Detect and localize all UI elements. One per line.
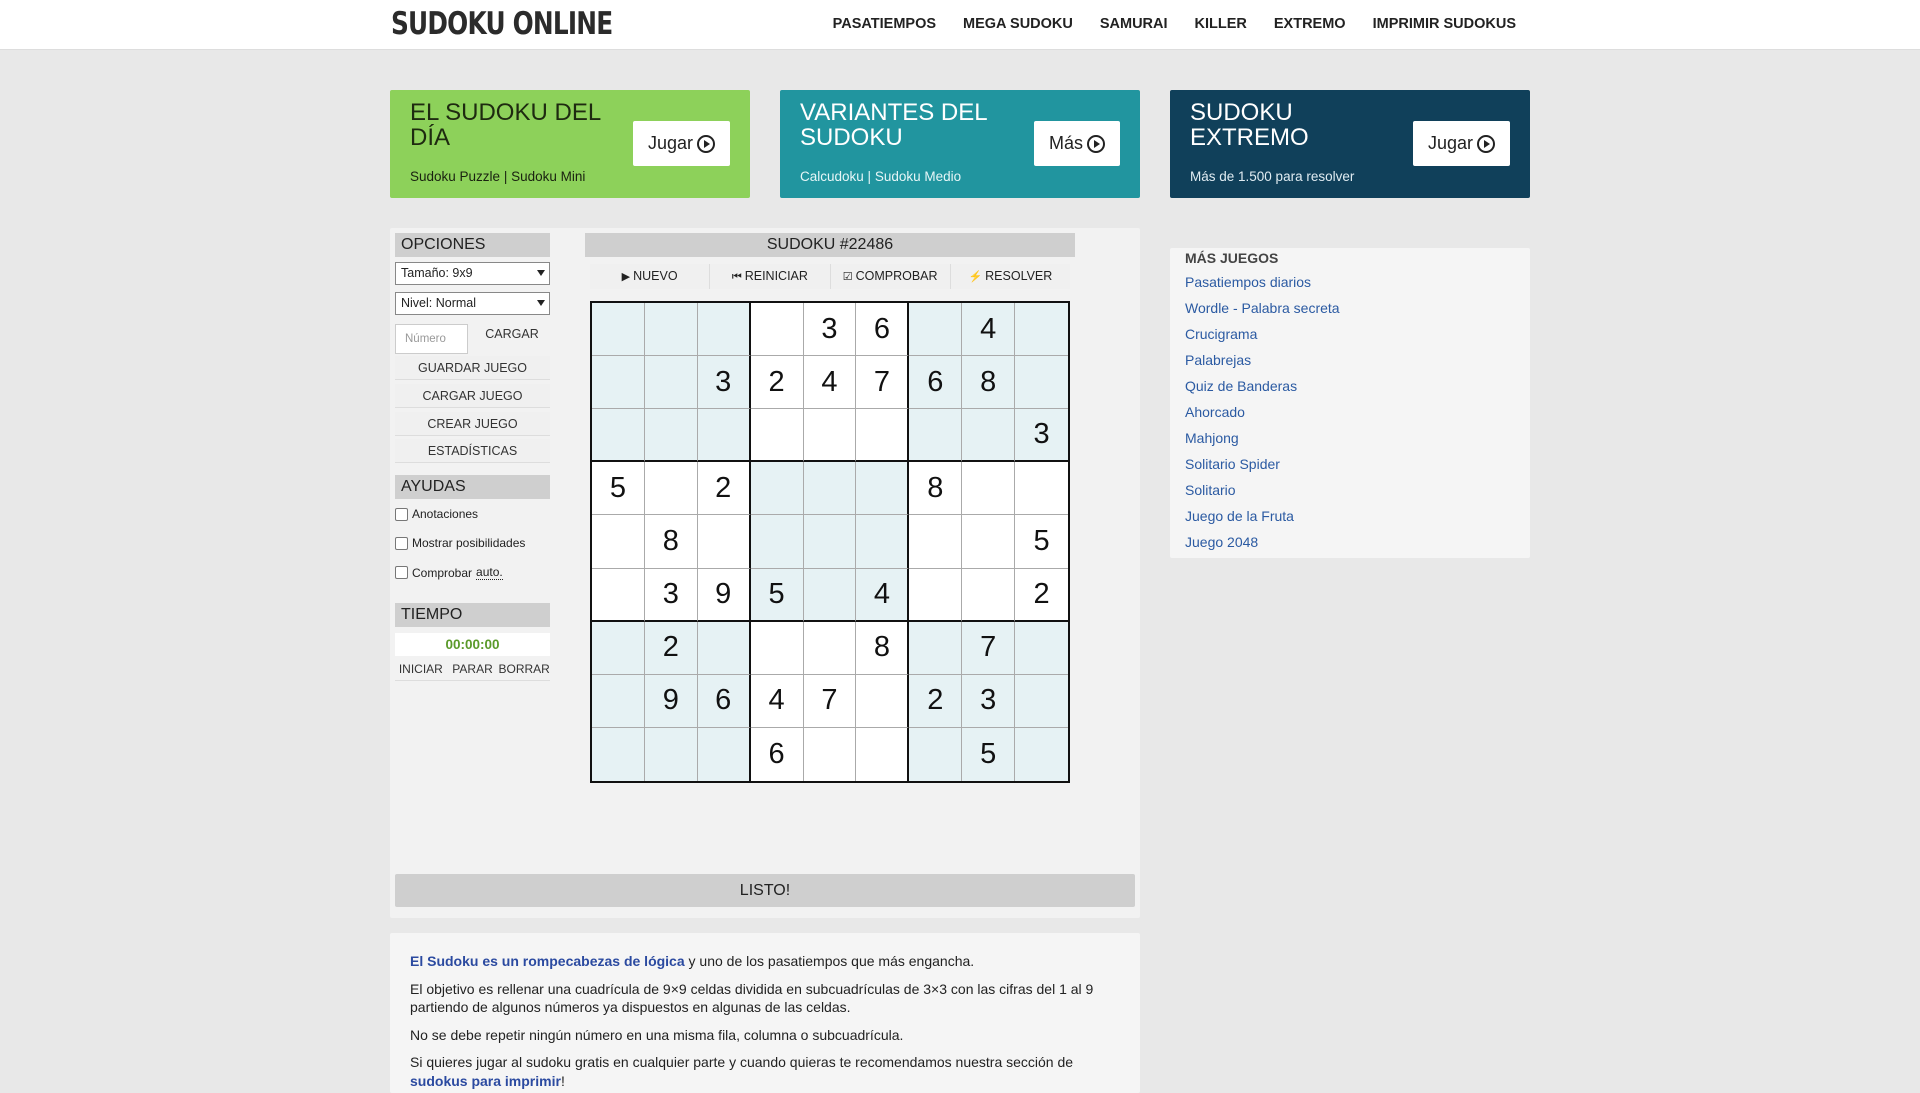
solve-button[interactable]: [951, 264, 1070, 289]
sudoku-cell[interactable]: [592, 728, 645, 781]
sudoku-cell[interactable]: [962, 462, 1015, 515]
size-select-value: Tamaño: 9x9: [401, 266, 473, 280]
show-possibilities-label: Mostrar posibilidades: [412, 536, 526, 550]
sudoku-cell[interactable]: [645, 356, 698, 409]
play-circle-icon: [1087, 135, 1105, 153]
sudoku-cell[interactable]: 4: [856, 569, 909, 622]
auto-check-checkbox[interactable]: [395, 566, 408, 579]
sudoku-cell[interactable]: [856, 675, 909, 728]
sudoku-cell[interactable]: 8: [856, 622, 909, 675]
top-bar: [0, 0, 1920, 50]
link-solitario-spider[interactable]: Solitario Spider: [1185, 456, 1280, 472]
timer-controls: [395, 657, 550, 681]
size-select[interactable]: [395, 262, 550, 285]
create-game-button[interactable]: CREAR JUEGO: [395, 412, 550, 436]
sudoku-cell[interactable]: 6: [909, 356, 962, 409]
sudoku-cell[interactable]: [698, 728, 751, 781]
sudoku-cell[interactable]: [909, 303, 962, 356]
sudoku-cell[interactable]: [1015, 675, 1068, 728]
sudoku-cell[interactable]: 3: [1015, 409, 1068, 462]
sudoku-cell[interactable]: [804, 462, 857, 515]
more-games-panel: [1170, 248, 1530, 558]
play-extreme-button[interactable]: [1413, 121, 1510, 166]
sudoku-cell[interactable]: [1015, 728, 1068, 781]
sudoku-cell[interactable]: 3: [698, 356, 751, 409]
annotations-option[interactable]: [395, 507, 478, 521]
sudoku-cell[interactable]: [645, 303, 698, 356]
sudoku-cell[interactable]: [751, 515, 804, 568]
sudoku-cell[interactable]: [804, 622, 857, 675]
sudoku-cell[interactable]: 6: [751, 728, 804, 781]
sudoku-cell[interactable]: [1015, 356, 1068, 409]
options-heading: OPCIONES: [395, 233, 550, 257]
game-toolbar: [590, 264, 1070, 289]
play-icon: ▶: [621, 271, 631, 283]
sudoku-cell[interactable]: 7: [856, 356, 909, 409]
sudoku-cell[interactable]: 2: [698, 462, 751, 515]
sudoku-cell[interactable]: [909, 515, 962, 568]
check-button[interactable]: [831, 264, 951, 289]
info-paragraph-3: No se debe repetir ningún número en una misma fila, columna o subcuadrícula.: [410, 1026, 904, 1043]
sudoku-cell[interactable]: 9: [698, 569, 751, 622]
sudoku-cell[interactable]: [804, 409, 857, 462]
info-section: [390, 933, 1140, 1093]
time-heading: TIEMPO: [395, 603, 550, 627]
sudoku-cell[interactable]: 5: [962, 728, 1015, 781]
sudoku-cell[interactable]: [698, 515, 751, 568]
promo-title: VARIANTES DEL SUDOKU: [800, 99, 987, 151]
restart-button[interactable]: [710, 264, 830, 289]
sudoku-cell[interactable]: 2: [1015, 569, 1068, 622]
chevron-down-icon: [537, 300, 545, 306]
load-game-button[interactable]: CARGAR JUEGO: [395, 384, 550, 408]
new-game-button[interactable]: [590, 264, 710, 289]
sudoku-cell[interactable]: 9: [645, 675, 698, 728]
sudoku-cell[interactable]: [856, 462, 909, 515]
sudoku-cell[interactable]: [751, 409, 804, 462]
sudoku-cell[interactable]: 8: [909, 462, 962, 515]
sudoku-cell[interactable]: 4: [962, 303, 1015, 356]
play-circle-icon: [697, 135, 715, 153]
sudoku-cell[interactable]: [592, 409, 645, 462]
sudoku-cell[interactable]: 5: [751, 569, 804, 622]
check-label: COMPROBAR: [855, 269, 938, 283]
promo-links: Calcudoku | Sudoku Medio: [800, 169, 962, 184]
link-sudoku-puzzle[interactable]: Sudoku Puzzle: [410, 169, 501, 184]
number-input[interactable]: Número: [395, 324, 468, 354]
promo-title: SUDOKU EXTREMO: [1190, 99, 1309, 151]
sudoku-cell[interactable]: [698, 622, 751, 675]
sudoku-cell[interactable]: [1015, 622, 1068, 675]
sudoku-cell[interactable]: 5: [592, 462, 645, 515]
link-sudoku-mini[interactable]: Sudoku Mini: [511, 169, 586, 184]
show-possibilities-checkbox[interactable]: [395, 537, 408, 550]
more-variants-button[interactable]: [1034, 121, 1120, 166]
sudoku-cell[interactable]: 7: [804, 675, 857, 728]
show-possibilities-option[interactable]: [395, 536, 525, 550]
sudoku-cell[interactable]: 2: [909, 675, 962, 728]
stop-timer-button[interactable]: PARAR: [447, 657, 499, 681]
sudoku-cell[interactable]: [645, 462, 698, 515]
button-label: Jugar: [1427, 133, 1473, 153]
sudoku-cell[interactable]: 6: [856, 303, 909, 356]
sudoku-cell[interactable]: 3: [804, 303, 857, 356]
sudoku-cell[interactable]: [698, 409, 751, 462]
sudoku-cell[interactable]: [804, 515, 857, 568]
sudoku-cell[interactable]: [909, 622, 962, 675]
logic-puzzle-link[interactable]: El Sudoku es un rompecabezas de lógica: [410, 953, 685, 969]
nav-extremo[interactable]: EXTREMO: [1273, 16, 1346, 32]
sudoku-cell[interactable]: [909, 728, 962, 781]
auto-check-label: Comprobar: [412, 565, 473, 580]
sudoku-cell[interactable]: [592, 569, 645, 622]
sudoku-cell[interactable]: [751, 462, 804, 515]
annotations-checkbox[interactable]: [395, 508, 408, 521]
promo-links: Sudoku Puzzle | Sudoku Mini: [410, 169, 586, 184]
printable-sudokus-link[interactable]: sudokus para imprimir: [410, 1072, 561, 1089]
nav-mega-sudoku[interactable]: MEGA SUDOKU: [963, 16, 1073, 32]
sudoku-cell[interactable]: [856, 728, 909, 781]
nav-imprimir-sudokus[interactable]: IMPRIMIR SUDOKUS: [1372, 16, 1516, 32]
promo-extremo: [1170, 90, 1530, 198]
sudoku-cell[interactable]: [592, 675, 645, 728]
sudoku-cell[interactable]: [804, 728, 857, 781]
statistics-button[interactable]: ESTADÍSTICAS: [395, 439, 550, 463]
sudoku-cell[interactable]: 8: [962, 356, 1015, 409]
play-circle-icon: [1477, 135, 1495, 153]
sudoku-cell[interactable]: [592, 303, 645, 356]
sudoku-cell[interactable]: [751, 622, 804, 675]
sudoku-cell[interactable]: 2: [645, 622, 698, 675]
sudoku-cell[interactable]: 7: [962, 622, 1015, 675]
link-ahorcado[interactable]: Ahorcado: [1185, 404, 1245, 420]
sudoku-cell[interactable]: 4: [751, 675, 804, 728]
link-wordle[interactable]: Wordle - Palabra secreta: [1185, 300, 1340, 316]
info-paragraph-1: [410, 952, 1120, 971]
sudoku-cell[interactable]: 3: [962, 675, 1015, 728]
link-crucigrama[interactable]: Crucigrama: [1185, 326, 1258, 342]
bolt-icon: ⚡: [968, 271, 983, 283]
sudoku-cell[interactable]: [698, 303, 751, 356]
sudoku-cell[interactable]: [909, 409, 962, 462]
help-heading: AYUDAS: [395, 475, 550, 499]
new-game-label: NUEVO: [633, 269, 678, 283]
promo-title: EL SUDOKU DEL DÍA: [410, 99, 601, 151]
sudoku-cell[interactable]: [962, 569, 1015, 622]
info-text: y uno de los pasatiempos que más engancha.: [684, 953, 975, 969]
sudoku-title: SUDOKU #22486: [585, 233, 1075, 257]
sudoku-cell[interactable]: [1015, 462, 1068, 515]
promo-sudoku-del-dia: [390, 90, 750, 198]
level-select-value: Nivel: Normal: [401, 296, 477, 310]
sudoku-cell[interactable]: [645, 409, 698, 462]
game-panel: [390, 228, 1140, 918]
sudoku-cell[interactable]: [645, 728, 698, 781]
status-bar: LISTO!: [395, 874, 1135, 907]
sudoku-cell[interactable]: 4: [804, 356, 857, 409]
sudoku-cell[interactable]: 2: [751, 356, 804, 409]
more-games-heading: MÁS JUEGOS: [1185, 250, 1279, 266]
button-label: Más: [1048, 133, 1083, 153]
sudoku-cell[interactable]: 5: [1015, 515, 1068, 568]
sudoku-cell[interactable]: 6: [698, 675, 751, 728]
sudoku-cell[interactable]: [856, 515, 909, 568]
load-number-button[interactable]: CARGAR: [485, 327, 539, 341]
play-daily-button[interactable]: [633, 121, 730, 166]
link-juego-2048[interactable]: Juego 2048: [1185, 534, 1259, 550]
sudoku-grid: [590, 301, 1070, 783]
start-timer-button[interactable]: INICIAR: [395, 657, 447, 681]
link-juego-fruta[interactable]: Juego de la Fruta: [1185, 508, 1294, 524]
sudoku-cell[interactable]: [751, 303, 804, 356]
restart-icon: ⏮: [731, 271, 742, 283]
info-text: !: [560, 1072, 565, 1089]
sudoku-cell[interactable]: [909, 569, 962, 622]
sudoku-cell[interactable]: [804, 569, 857, 622]
button-label: Jugar: [647, 133, 693, 153]
restart-label: REINICIAR: [744, 269, 808, 283]
sudoku-cell[interactable]: [592, 356, 645, 409]
link-palabrejas[interactable]: Palabrejas: [1185, 352, 1252, 368]
info-text: Si quieres jugar al sudoku gratis en cualquier parte y cuando quieras te recomendamos nuestra sección de: [410, 1054, 1074, 1070]
timer-display: 00:00:00: [395, 633, 550, 656]
sudoku-cell[interactable]: [962, 515, 1015, 568]
sudoku-cell[interactable]: 3: [645, 569, 698, 622]
sudoku-cell[interactable]: 8: [645, 515, 698, 568]
promo-variantes: [780, 90, 1140, 198]
check-square-icon: ☑: [842, 271, 853, 283]
nav-killer[interactable]: KILLER: [1194, 16, 1247, 32]
annotations-label: Anotaciones: [412, 507, 479, 521]
info-paragraph-2: El objetivo es rellenar una cuadrícula de 9×9 celdas dividida en subcuadrículas de 3×3 con las cifras del 1 al 9 partiendo de algunos números ya dispuestos en algunas de las celdas.: [410, 980, 1094, 1015]
save-game-button[interactable]: GUARDAR JUEGO: [395, 356, 550, 380]
nav-samurai[interactable]: SAMURAI: [1099, 16, 1168, 32]
link-mahjong[interactable]: Mahjong: [1185, 430, 1239, 446]
reset-timer-button[interactable]: BORRAR: [498, 657, 550, 681]
auto-check-option[interactable]: [395, 565, 503, 580]
sudoku-cell[interactable]: [592, 515, 645, 568]
nav-pasatiempos[interactable]: PASATIEMPOS: [832, 16, 937, 32]
solve-label: RESOLVER: [985, 269, 1053, 283]
link-solitario[interactable]: Solitario: [1185, 482, 1236, 498]
promo-subtitle: Más de 1.500 para resolver: [1190, 169, 1355, 184]
link-sudoku-medio[interactable]: Sudoku Medio: [874, 169, 962, 184]
sudoku-cell[interactable]: [962, 409, 1015, 462]
auto-abbr: auto.: [476, 565, 503, 579]
chevron-down-icon: [537, 270, 545, 276]
site-logo[interactable]: SUDOKU ONLINE: [391, 6, 613, 42]
info-paragraph-4: [410, 1053, 1120, 1090]
main-nav: [833, 16, 1516, 32]
sudoku-cell[interactable]: [1015, 303, 1068, 356]
link-calcudoku[interactable]: Calcudoku: [800, 169, 864, 184]
level-select[interactable]: [395, 292, 550, 315]
sudoku-cell[interactable]: [592, 622, 645, 675]
link-pasatiempos-diarios[interactable]: Pasatiempos diarios: [1185, 274, 1312, 290]
sudoku-cell[interactable]: [856, 409, 909, 462]
link-quiz-banderas[interactable]: Quiz de Banderas: [1185, 378, 1298, 394]
